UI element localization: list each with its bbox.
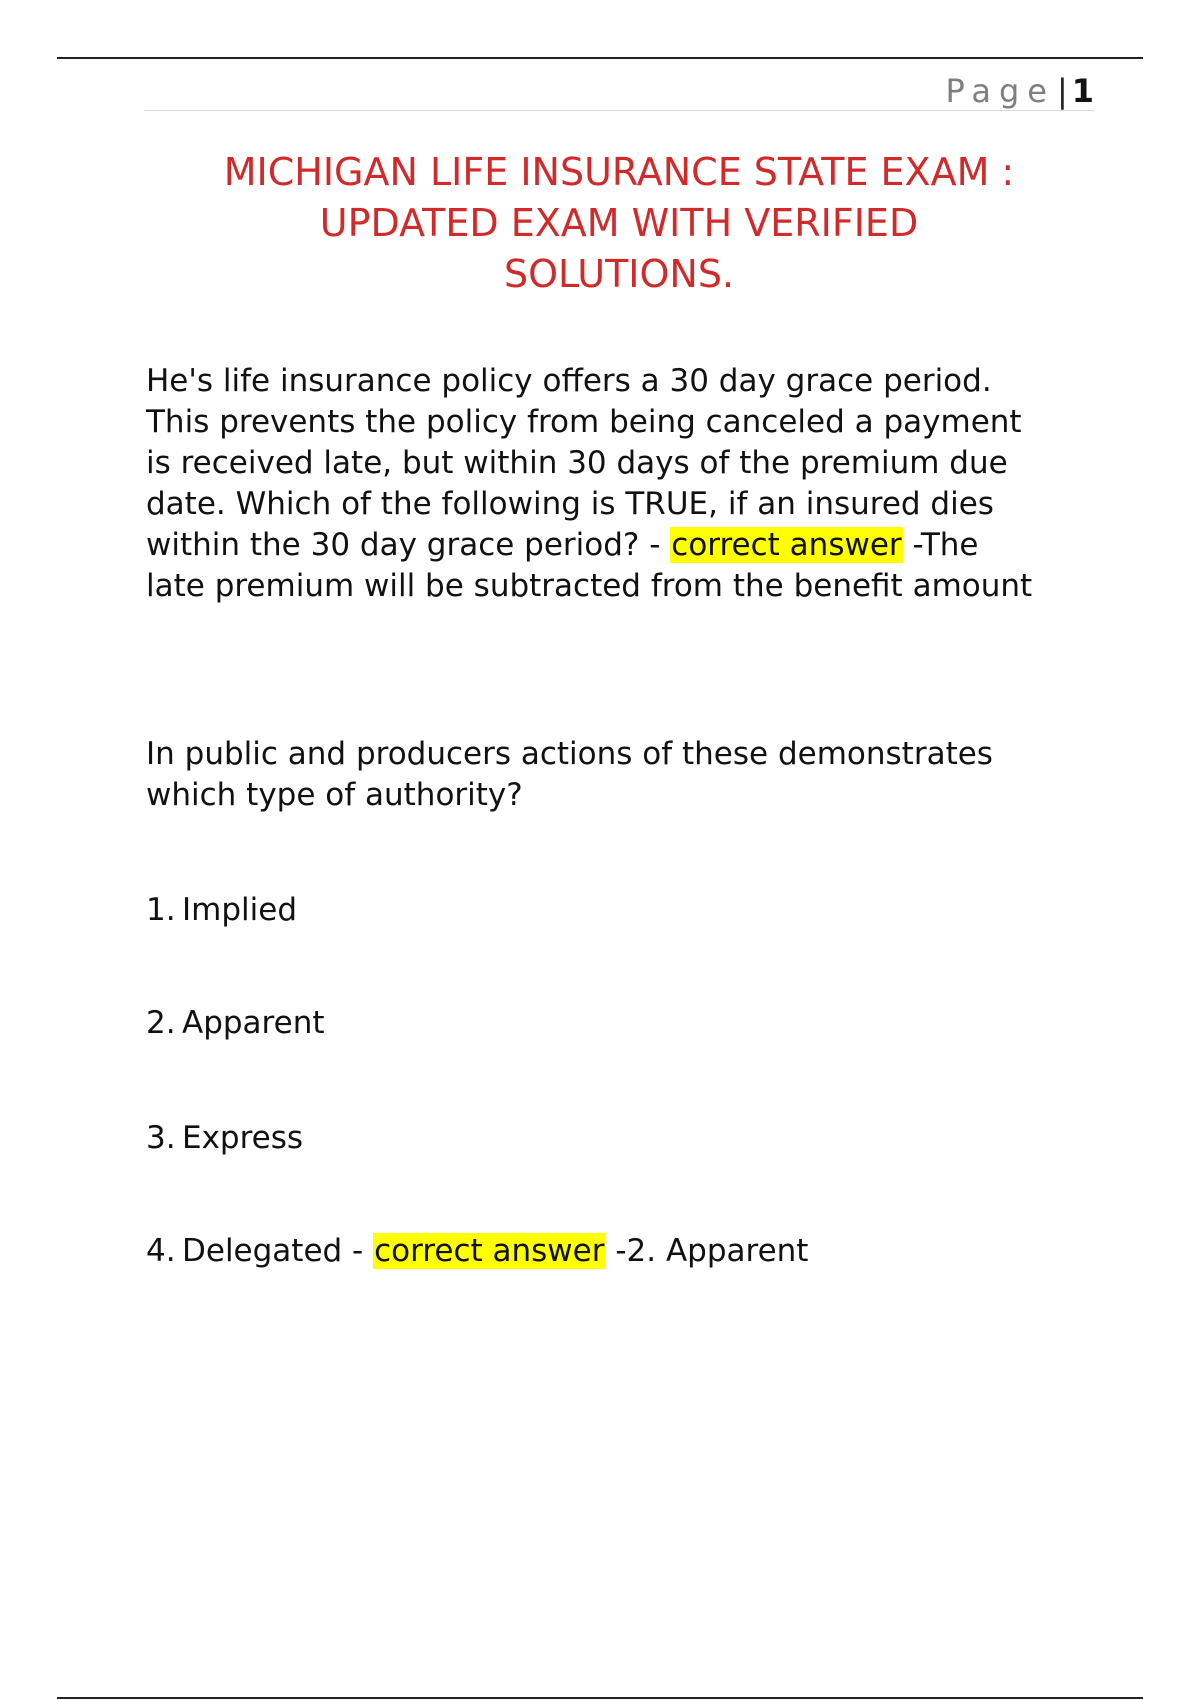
option-1	[146, 890, 1106, 931]
question-2	[146, 734, 1106, 816]
page-number: 1	[1071, 72, 1094, 110]
question-1-line-1: He's life insurance policy offers a 30 day grace period.	[146, 363, 992, 399]
answer-text: -2. Apparent	[605, 1233, 809, 1269]
page-header	[144, 72, 1094, 111]
question-1-answer-text: late premium will be subtracted from the benefit amount	[146, 568, 1033, 604]
option-number: 2.	[146, 1005, 176, 1041]
question-2-line-1: In public and producers actions of these demonstrates	[146, 736, 993, 772]
correct-answer-highlight: correct answer	[671, 527, 902, 563]
option-number: 4.	[146, 1233, 176, 1269]
question-2-line-2: which type of authority?	[146, 777, 523, 813]
question-1-line-4: date. Which of the following is TRUE, if an insured dies	[146, 486, 994, 522]
option-number: 1.	[146, 892, 176, 928]
question-1	[146, 361, 1106, 607]
question-1-line-2: This prevents the policy from being canceled a payment	[146, 404, 1022, 440]
option-text: Implied	[182, 892, 297, 928]
option-2	[146, 1003, 1106, 1044]
title-line-3: SOLUTIONS.	[503, 252, 735, 296]
option-number: 3.	[146, 1120, 176, 1156]
question-1-text: within the 30 day grace period? -	[146, 527, 671, 563]
page-separator: |	[1056, 72, 1068, 110]
option-text: Express	[182, 1120, 304, 1156]
top-rule	[57, 57, 1143, 59]
question-1-line-3: is received late, but within 30 days of the premium due	[146, 445, 1008, 481]
bottom-rule	[57, 1697, 1143, 1699]
document-title	[144, 147, 1094, 300]
correct-answer-highlight: correct answer	[374, 1233, 605, 1269]
option-text: Apparent	[182, 1005, 325, 1041]
title-line-1: MICHIGAN LIFE INSURANCE STATE EXAM :	[223, 150, 1015, 194]
question-1-answer-start: -The	[902, 527, 979, 563]
title-line-2: UPDATED EXAM WITH VERIFIED	[319, 201, 919, 245]
option-text: Delegated -	[182, 1233, 374, 1269]
question-1-line-5	[146, 525, 1106, 566]
option-4	[146, 1231, 1106, 1272]
option-3	[146, 1118, 1106, 1159]
page-word: Page	[945, 72, 1055, 110]
